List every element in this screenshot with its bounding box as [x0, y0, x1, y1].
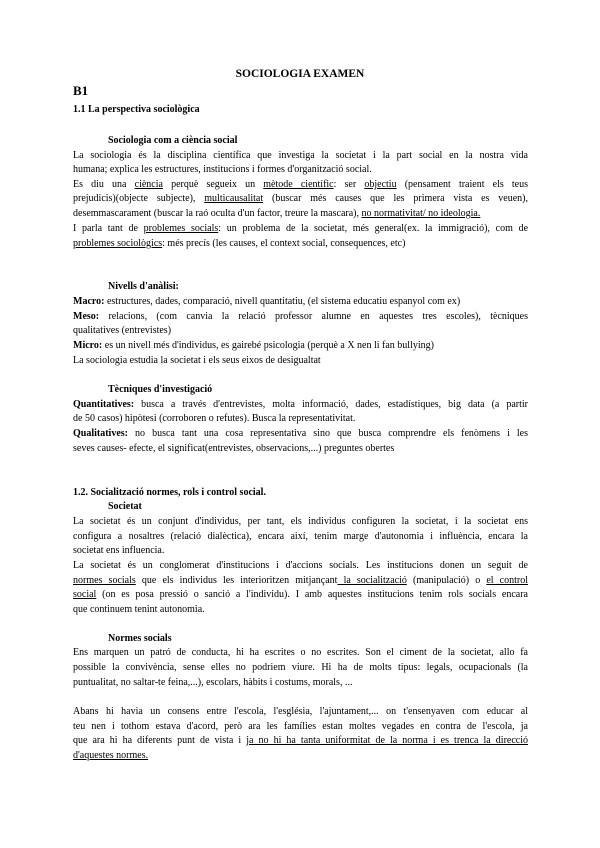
underlined-term: problemes sociològics	[73, 238, 163, 249]
paragraph-line	[73, 237, 528, 250]
text-run: : ser	[333, 179, 365, 190]
paragraph-line: societat ens influencia.	[73, 545, 165, 556]
label: Qualitatives:	[73, 428, 128, 439]
paragraph-line: teu nen i tothom estava d'acord, però ara les famílies estan moltes vegades en contra de l'escola, ja	[73, 721, 528, 732]
subheading-sociologia: Sociologia com a ciència social	[108, 135, 238, 146]
paragraph-line: La sociologia és la disciplina científica que investiga la societat i la part social en la nostra vida	[73, 150, 528, 161]
text-run: : més precís (les causes, el context social, consequences, etc)	[162, 238, 406, 249]
paragraph-line	[73, 222, 528, 235]
text-run: perquè segueix un	[162, 179, 264, 190]
paragraph-line: possible la convivència, sense elles no podriem viure. Hi ha de molts tipus: legals, ocupacionals (la	[73, 662, 528, 673]
text-run: no busca tant una cosa representativa sino que busca comprendre els fenòmens i les	[128, 428, 528, 439]
paragraph-line: La sociologia estudia la societat i els seus eixos de desigualtat	[73, 355, 321, 366]
paragraph-line: qualitatives (entrevistes)	[73, 325, 172, 336]
technique-quantitative	[73, 398, 528, 411]
level-meso	[73, 310, 528, 323]
subheading-nivells: Nivells d'anàlisi:	[108, 281, 179, 292]
paragraph-line	[73, 207, 528, 220]
underlined-term: normes socials	[73, 575, 136, 586]
paragraph-line: de 50 casos) hipòtesi (corroboren o refutes). Busca la representativitat.	[73, 413, 356, 424]
label: Quantitatives:	[73, 399, 135, 410]
underlined-term: multicausalitat	[204, 193, 264, 204]
paragraph-line: puntualitat, no saltar-te feina,...), escolars, hàbits i costums, morals, ...	[73, 677, 353, 688]
text-run: que els individus les interioritzen mitjançant	[135, 575, 338, 586]
text-run: desemmascarament (buscar la raó oculta d'un factor, treure la mascara),	[73, 208, 362, 219]
underlined-term: problemes socials	[143, 223, 219, 234]
underlined-term: mètode científic	[263, 179, 334, 190]
text-run: busca a través d'entrevistes, molta informació, dades, estadístiques, big data (a partir	[134, 399, 528, 410]
document-title: SOCIOLOGIA EXAMEN	[235, 68, 365, 80]
text-run: (buscar més causes que les primera vista es veuen),	[263, 193, 528, 204]
paragraph-line: humana; explica les estructures, institucions i formes d'organització social.	[73, 164, 372, 175]
technique-qualitative	[73, 427, 528, 440]
text-run: I parla tant de	[73, 223, 144, 234]
underlined-term: ciència	[134, 179, 163, 190]
text-run: (pensament traient els teus	[396, 179, 528, 190]
underlined-term: objectiu	[364, 179, 397, 190]
text-run: (manipulació) o	[406, 575, 487, 586]
paragraph-line	[73, 192, 528, 205]
text-run: Es diu una	[73, 179, 135, 190]
underlined-term: el control	[486, 575, 529, 586]
text-run: : un problema de la societat, més general(ex. la immigració), com de	[218, 223, 529, 234]
section-heading-1-1: 1.1 La perspectiva sociològica	[73, 104, 200, 115]
paragraph-line	[73, 734, 528, 747]
paragraph-line: Abans hi havia un consens entre l'escola, l'església, l'ajuntament,... on t'ensenyaven com educar al	[73, 706, 528, 717]
subheading-normes: Normes socials	[108, 633, 172, 644]
paragraph-line: seves causes- efecte, el significat(entrevistes, observacions,...) preguntes obertes	[73, 443, 395, 454]
text-run: estructures, dades, comparació, nivell quantitatiu, (el sistema educatiu espanyol com ex)	[104, 296, 461, 307]
text-run: prejudicis)(objecte subjecte),	[73, 193, 205, 204]
underlined-term: d'aquestes normes.	[73, 750, 149, 761]
text-run: es un nivell més d'individus, es gairebé psicologia (perquè a X nen li fan bullying)	[102, 340, 434, 351]
subheading-societat: Societat	[108, 501, 142, 512]
underlined-term: la socialització	[337, 575, 407, 586]
paragraph-line: La societat és un conglomerat d'institucions i d'accions socials. Les institucions donen un seguit de	[73, 560, 528, 571]
underlined-term: social	[73, 589, 97, 600]
label: Macro:	[73, 296, 105, 307]
block-heading: B1	[73, 83, 89, 98]
label: Micro:	[73, 340, 103, 351]
level-micro	[73, 339, 528, 352]
paragraph-line: que continuem tenint autonomia.	[73, 604, 205, 615]
text-run: (on es posa pressió o sanció a l'individu). I amb aquestes institucions tenim rols socials encara	[96, 589, 528, 600]
subheading-tecniques: Tècniques d'investigació	[108, 384, 213, 395]
label: Meso:	[73, 311, 100, 322]
text-run: relacions, (com canvia la relació professor alumne en aquestes tres escoles), tècniques	[99, 311, 528, 322]
underlined-term: no normativitat/ no ideologia.	[361, 208, 481, 219]
level-macro	[73, 295, 528, 308]
paragraph-line	[73, 178, 528, 191]
section-heading-1-2: 1.2. Socialització normes, rols i control social.	[73, 487, 266, 498]
paragraph-line	[73, 574, 528, 587]
paragraph-line: La societat és un conjunt d'individus, per tant, els individus configuren la societat, i la societat ens	[73, 516, 528, 527]
underlined-term: ja no hi ha tanta uniformitat de la norma i es trenca la direcció	[246, 735, 528, 746]
paragraph-line: configura a nosaltres (relació dialèctica), encara així, tenim marge d'autonomia i influència, encara la	[73, 531, 528, 542]
text-run: que ara hi ha diferents punt de vista i	[73, 735, 247, 746]
paragraph-line	[73, 749, 528, 762]
paragraph-line: Ens marquen un patró de conducta, hi ha escrites o no escrites. Son el ciment de la societat, allo fa	[73, 647, 528, 658]
paragraph-line	[73, 588, 528, 601]
